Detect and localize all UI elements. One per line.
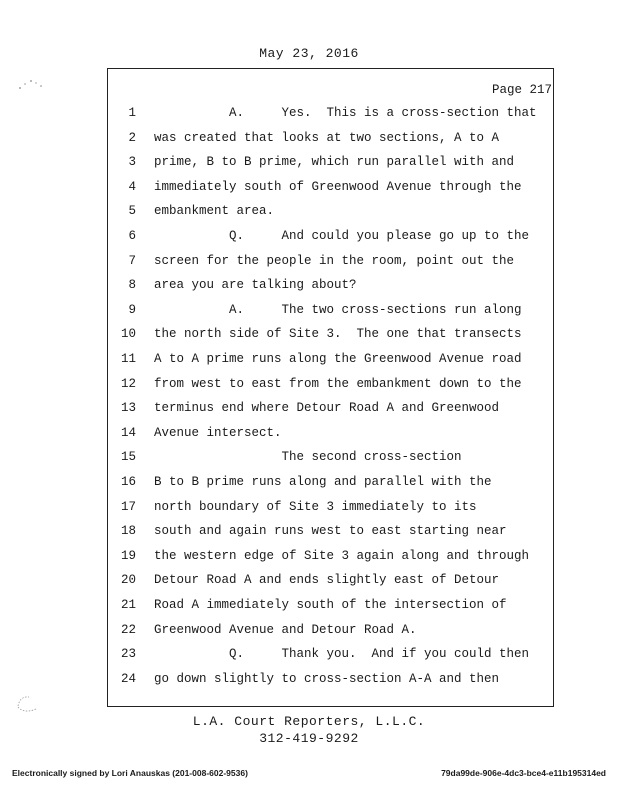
transcript-line: Road A immediately south of the intersection of xyxy=(154,598,507,612)
transcript-line: Greenwood Avenue and Detour Road A. xyxy=(154,623,417,637)
line-number: 6 xyxy=(128,229,136,243)
line-number: 16 xyxy=(120,475,136,489)
transcript-line: from west to east from the embankment down to the xyxy=(154,377,522,391)
line-number: 3 xyxy=(128,155,136,169)
transcript-line: Avenue intersect. xyxy=(154,426,282,440)
transcript-line: embankment area. xyxy=(154,204,275,218)
court-reporter-phone: 312-419-9292 xyxy=(259,731,359,746)
transcript-line: A. The two cross-sections run along xyxy=(154,303,522,317)
line-number: 10 xyxy=(120,327,136,341)
line-number: 2 xyxy=(128,131,136,145)
transcript-line: B to B prime runs along and parallel with the xyxy=(154,475,492,489)
transcript-line: prime, B to B prime, which run parallel with and xyxy=(154,155,515,169)
line-number: 24 xyxy=(120,672,136,686)
transcript-line: screen for the people in the room, point out the xyxy=(154,254,515,268)
transcript-line: the western edge of Site 3 again along and through xyxy=(154,549,530,563)
scan-speck-bottom-left xyxy=(14,692,44,716)
transcript-line: The second cross-section xyxy=(154,450,462,464)
line-number: 7 xyxy=(128,254,136,268)
transcript-line: Q. Thank you. And if you could then xyxy=(154,647,530,661)
transcript-line: immediately south of Greenwood Avenue through the xyxy=(154,180,522,194)
line-number: 9 xyxy=(128,303,136,317)
electronic-signature: Electronically signed by Lori Anauskas (201-008-602-9536) xyxy=(12,768,248,778)
line-number: 13 xyxy=(120,401,136,415)
transcript-line: Q. And could you please go up to the xyxy=(154,229,530,243)
transcript-line: A. Yes. This is a cross-section that xyxy=(154,106,537,120)
transcript-line: was created that looks at two sections, A to A xyxy=(154,131,500,145)
transcript-line: area you are talking about? xyxy=(154,278,357,292)
line-number: 19 xyxy=(120,549,136,563)
line-number: 4 xyxy=(128,180,136,194)
line-number: 15 xyxy=(120,450,136,464)
line-number: 12 xyxy=(120,377,136,391)
page-number: Page 217 xyxy=(491,83,552,97)
transcript-line: A to A prime runs along the Greenwood Avenue road xyxy=(154,352,522,366)
scan-speck-top-left xyxy=(16,76,46,94)
transcript-line: terminus end where Detour Road A and Greenwood xyxy=(154,401,500,415)
line-number: 5 xyxy=(128,204,136,218)
transcript-line: go down slightly to cross-section A-A and then xyxy=(154,672,500,686)
line-number: 18 xyxy=(120,524,136,538)
transcript-line: north boundary of Site 3 immediately to its xyxy=(154,500,477,514)
document-id: 79da99de-906e-4dc3-bce4-e11b195314ed xyxy=(441,768,606,778)
line-number: 20 xyxy=(120,573,136,587)
line-number: 11 xyxy=(120,352,136,366)
transcript-line: the north side of Site 3. The one that transects xyxy=(154,327,522,341)
line-number: 23 xyxy=(120,647,136,661)
line-number: 22 xyxy=(120,623,136,637)
deposition-date: May 23, 2016 xyxy=(259,46,359,61)
court-reporter-company: L.A. Court Reporters, L.L.C. xyxy=(192,714,426,729)
line-number: 1 xyxy=(128,106,136,120)
line-number: 8 xyxy=(128,278,136,292)
transcript-line: Detour Road A and ends slightly east of Detour xyxy=(154,573,500,587)
line-number: 21 xyxy=(120,598,136,612)
transcript-line: south and again runs west to east starting near xyxy=(154,524,507,538)
line-number: 14 xyxy=(120,426,136,440)
line-number: 17 xyxy=(120,500,136,514)
